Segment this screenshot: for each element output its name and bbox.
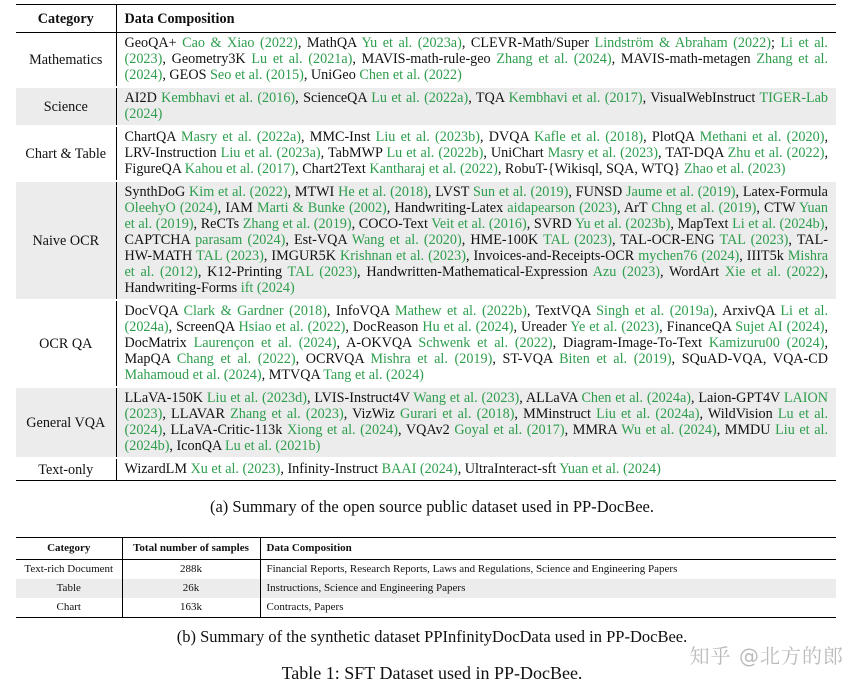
dataset-name: , MAVIS-math-metagen — [611, 51, 757, 67]
citation-link[interactable]: Lu et al. (2022a) — [371, 90, 469, 106]
table-header-row — [16, 5, 836, 33]
dataset-name: , ArT — [617, 200, 652, 216]
dataset-name: , WildVision — [699, 406, 778, 422]
row-total: 288k — [122, 560, 260, 580]
citation-link[interactable]: Zhang et al. (2024) — [496, 51, 612, 67]
citation-link[interactable]: Liu et al. (2024b) — [124, 422, 828, 454]
row-category: Science — [16, 87, 116, 126]
citation-link[interactable]: Zhu et al. (2022) — [727, 145, 825, 161]
citation-link[interactable]: Schwenk et al. (2022) — [418, 335, 553, 351]
dataset-name: AI2D — [124, 90, 162, 106]
row-category: Text-rich Document — [16, 560, 122, 580]
dataset-name: , UltraInteract-sft — [457, 461, 560, 477]
citation-link[interactable]: TIGER-Lab (2024) — [124, 90, 829, 122]
dataset-name: , FinanceQA — [659, 319, 736, 335]
dataset-name: , SVRD — [526, 216, 575, 232]
dataset-name: WizardLM — [124, 461, 191, 477]
dataset-name: , LVIS-Instruct4V — [306, 390, 414, 406]
dataset-name: , ScienceQA — [295, 90, 372, 106]
citation-link[interactable]: Methani et al. (2020) — [699, 129, 825, 145]
dataset-name: , Infinity-Instruct — [280, 461, 382, 477]
citation-link[interactable]: Clark & Gardner (2018) — [183, 303, 327, 319]
citation-link[interactable]: Li et al. (2024a) — [124, 303, 828, 335]
dataset-name: , VizWiz — [343, 406, 401, 422]
dataset-name: , CAPTCHA — [124, 216, 828, 248]
dataset-name: , Latex-Formula — [735, 184, 828, 200]
dataset-name: , DocReason — [345, 319, 423, 335]
dataset-name: , IconQA — [169, 438, 225, 454]
dataset-name: , TextVQA — [526, 303, 597, 319]
dataset-name: , Handwriting-Latex — [386, 200, 508, 216]
citation-link[interactable]: Tang et al. (2024) — [323, 367, 424, 383]
table-row — [16, 579, 836, 598]
dataset-name: , DVQA — [479, 129, 535, 145]
dataset-name: , IIIT5k — [739, 248, 788, 264]
table-row — [16, 458, 836, 481]
citation-link[interactable]: Zhang et al. (2023) — [230, 406, 344, 422]
dataset-name: , FUNSD — [568, 184, 627, 200]
citation-link[interactable]: Xu et al. (2023) — [190, 461, 281, 477]
row-composition — [116, 33, 836, 88]
dataset-name: , OCRVQA — [295, 351, 371, 367]
watermark: 知乎 @北方的郎 — [689, 644, 844, 668]
citation-link[interactable]: Chang et al. (2022) — [176, 351, 296, 367]
citation-link[interactable]: Lu et al. (2021b) — [224, 438, 321, 454]
citation-link[interactable]: Hu et al. (2024) — [422, 319, 514, 335]
caption-b: (b) Summary of the synthetic dataset PPInfinityDocData used in PP-DocBee. — [176, 627, 688, 646]
dataset-name: , GEOS — [162, 67, 211, 83]
citation-link[interactable]: Liu et al. (2023a) — [220, 145, 321, 161]
dataset-name: , ScreenQA — [168, 319, 239, 335]
table-row — [16, 87, 836, 126]
citation-link[interactable]: Ye et al. (2023) — [570, 319, 660, 335]
dataset-name: , ALLaVA — [519, 390, 582, 406]
dataset-name: , Ureader — [513, 319, 571, 335]
synthetic-dataset-table — [16, 537, 836, 618]
dataset-name: , VisualWebInstruct — [642, 90, 760, 106]
citation-link[interactable]: Liu et al. (2024a) — [596, 406, 700, 422]
dataset-name: , K12-Printing — [197, 264, 288, 280]
citation-link[interactable]: Veit et al. (2016) — [431, 216, 527, 232]
dataset-name: , VQAv2 — [397, 422, 455, 438]
dataset-name: , Invoices-and-Receipts-OCR — [465, 248, 639, 264]
citation-link[interactable]: Kamizuru00 (2024) — [708, 335, 825, 351]
header-data-composition: Data Composition — [260, 538, 836, 560]
citation-link[interactable]: Jaume et al. (2019) — [626, 184, 736, 200]
citation-link[interactable]: Kantharaj et al. (2022) — [369, 161, 498, 177]
table-row — [16, 598, 836, 618]
dataset-name: , TAL-HW-MATH — [124, 232, 829, 264]
citation-link[interactable]: Zhao et al. (2023) — [683, 161, 786, 177]
dataset-name: , TAL-OCR-ENG — [611, 232, 720, 248]
dataset-name: , MTWI — [287, 184, 339, 200]
row-composition — [116, 458, 836, 481]
citation-link[interactable]: Laurençon et al. (2024) — [193, 335, 337, 351]
citation-link[interactable]: Li et al. (2023) — [124, 35, 828, 67]
dataset-name: , Geometry3K — [162, 51, 252, 67]
citation-link[interactable]: Azu (2023) — [592, 264, 660, 280]
citation-link[interactable]: Xie et al. (2022) — [724, 264, 825, 280]
dataset-name: , MathQA — [297, 35, 362, 51]
row-total: 163k — [122, 598, 260, 618]
dataset-name: , RobuT-{Wikisql, SQA, WTQ} — [497, 161, 684, 177]
dataset-name: , Handwriting-Forms — [124, 264, 828, 296]
citation-link[interactable]: Goyal et al. (2017) — [454, 422, 565, 438]
citation-link[interactable]: Chen et al. (2022) — [359, 67, 462, 83]
citation-link[interactable]: Singh et al. (2019a) — [596, 303, 714, 319]
citation-link[interactable]: Xiong et al. (2024) — [286, 422, 398, 438]
dataset-name: , LRV-Instruction — [124, 129, 828, 161]
citation-link[interactable]: Sun et al. (2019) — [472, 184, 569, 200]
citation-link[interactable]: Li et al. (2024b) — [732, 216, 825, 232]
citation-link[interactable]: Krishnan et al. (2023) — [340, 248, 466, 264]
dataset-name: , IAM — [217, 200, 258, 216]
row-category: Chart — [16, 598, 122, 618]
citation-link[interactable]: Lu et al. (2024) — [124, 406, 828, 438]
dataset-name: , Handwritten-Mathematical-Expression — [357, 264, 593, 280]
dataset-name: , ReCTs — [193, 216, 243, 232]
dataset-name: , Chart2Text — [295, 161, 370, 177]
dataset-name: ; — [770, 35, 781, 51]
citation-link[interactable]: BAAI (2024) — [381, 461, 458, 477]
citation-link[interactable]: Kafle et al. (2018) — [534, 129, 644, 145]
dataset-name: , LLaVA-Critic-113k — [162, 422, 287, 438]
dataset-name: , MTVQA — [261, 367, 324, 383]
citation-link[interactable]: He et al. (2018) — [338, 184, 428, 200]
citation-link[interactable]: Zhang et al. (2024) — [124, 51, 829, 83]
citation-link[interactable]: Masry et al. (2022a) — [180, 129, 301, 145]
row-total: 26k — [122, 579, 260, 598]
citation-link[interactable]: parasam (2024) — [195, 232, 286, 248]
citation-link[interactable]: Lindström & Abraham (2022) — [594, 35, 771, 51]
citation-link[interactable]: Mishra et al. (2012) — [124, 248, 829, 280]
row-composition — [116, 387, 836, 458]
dataset-name: , MapQA — [124, 335, 828, 367]
dataset-name: , ST-VQA — [492, 351, 560, 367]
citation-link[interactable]: TAL (2023) — [719, 232, 789, 248]
dataset-name: LLaVA-150K — [124, 390, 207, 406]
citation-link[interactable]: mychen76 (2024) — [638, 248, 740, 264]
citation-link[interactable]: Kembhavi et al. (2016) — [161, 90, 296, 106]
citation-link[interactable]: Liu et al. (2023b) — [375, 129, 480, 145]
citation-link[interactable]: Yu et al. (2023a) — [361, 35, 462, 51]
caption-a: (a) Summary of the open source public dataset used in PP-DocBee. — [209, 497, 654, 516]
table-row — [16, 387, 836, 458]
citation-link[interactable]: Masry et al. (2023) — [547, 145, 658, 161]
dataset-name: , MAVIS-math-rule-geo — [352, 51, 497, 67]
dataset-name: , HME-100K — [461, 232, 544, 248]
row-composition: Financial Reports, Research Reports, Laws and Regulations, Science and Engineering Papers — [266, 563, 678, 575]
citation-link[interactable]: Hsiao et al. (2022) — [238, 319, 346, 335]
citation-link[interactable]: Kahou et al. (2017) — [184, 161, 296, 177]
row-composition — [116, 300, 836, 387]
dataset-name: , MMRA — [564, 422, 622, 438]
row-category: General VQA — [16, 387, 116, 458]
citation-link[interactable]: ift (2024) — [240, 280, 295, 296]
dataset-name: , MMinstruct — [514, 406, 597, 422]
row-category: Chart & Table — [16, 126, 116, 181]
header-category: Category — [16, 5, 116, 33]
header-category: Category — [16, 538, 122, 560]
citation-link[interactable]: Mathew et al. (2022b) — [395, 303, 527, 319]
table-row — [16, 181, 836, 300]
dataset-name: , Diagram-Image-To-Text — [552, 335, 709, 351]
citation-link[interactable]: Liu et al. (2023d) — [206, 390, 307, 406]
row-composition — [116, 181, 836, 300]
dataset-name: GeoQA+ — [124, 35, 183, 51]
dataset-name: , Laion-GPT4V — [690, 390, 784, 406]
citation-link[interactable]: TAL (2023) — [543, 232, 612, 248]
table-row — [16, 33, 836, 88]
citation-link[interactable]: Chen et al. (2024a) — [581, 390, 691, 406]
row-category: Naive OCR — [16, 181, 116, 300]
citation-link[interactable]: Marti & Bunke (2002) — [257, 200, 387, 216]
dataset-name: , LVST — [427, 184, 473, 200]
table-header-row — [16, 538, 836, 560]
dataset-name: , InfoVQA — [326, 303, 395, 319]
row-category: Text-only — [16, 458, 116, 481]
dataset-name: , MMDU — [716, 422, 776, 438]
dataset-name: , ArxivQA — [713, 303, 781, 319]
dataset-name: DocVQA — [124, 303, 184, 319]
dataset-name: SynthDoG — [124, 184, 190, 200]
citation-link[interactable]: Cao & Xiao (2022) — [182, 35, 298, 51]
dataset-name: , TQA — [468, 90, 509, 106]
dataset-name: , DocMatrix — [124, 319, 828, 351]
dataset-name: , CTW — [756, 200, 799, 216]
dataset-name: , COCO-Text — [351, 216, 432, 232]
dataset-name: , PlotQA — [643, 129, 700, 145]
dataset-name: , Est-VQA — [285, 232, 352, 248]
citation-link[interactable]: Wang et al. (2023) — [413, 390, 520, 406]
dataset-name: , SQuAD-VQA, VQA-CD — [671, 351, 828, 367]
citation-link[interactable]: Zhang et al. (2019) — [242, 216, 352, 232]
citation-link[interactable]: Yuan et al. (2019) — [124, 200, 828, 232]
citation-link[interactable]: Kembhavi et al. (2017) — [508, 90, 643, 106]
dataset-name: , LLAVAR — [162, 406, 231, 422]
citation-link[interactable]: Yuan et al. (2024) — [559, 461, 661, 477]
header-total-samples: Total number of samples — [122, 538, 260, 560]
dataset-name: , IMGUR5K — [263, 248, 341, 264]
citation-link[interactable]: aidapearson (2023) — [507, 200, 617, 216]
citation-link[interactable]: LAION (2023) — [124, 390, 829, 422]
dataset-name: , UniChart — [483, 145, 548, 161]
dataset-name: , FigureQA — [124, 145, 828, 177]
citation-link[interactable]: Seo et al. (2015) — [210, 67, 304, 83]
table-row — [16, 300, 836, 387]
table-caption: Table 1: SFT Dataset used in PP-DocBee. — [281, 663, 583, 683]
citation-link[interactable]: Mishra et al. (2019) — [370, 351, 493, 367]
open-source-dataset-table — [16, 4, 836, 481]
dataset-name: , CLEVR-Math/Super — [461, 35, 595, 51]
dataset-name: , UniGeo — [303, 67, 360, 83]
dataset-name: ChartQA — [124, 129, 181, 145]
citation-link[interactable]: Wang et al. (2020) — [351, 232, 462, 248]
row-category: Table — [16, 579, 122, 598]
citation-link[interactable]: TAL (2023) — [196, 248, 264, 264]
dataset-name: , TabMWP — [320, 145, 387, 161]
citation-link[interactable]: Gurari et al. (2018) — [400, 406, 515, 422]
citation-link[interactable]: Lu et al. (2022b) — [386, 145, 484, 161]
citation-link[interactable]: Sujet AI (2024) — [735, 319, 825, 335]
dataset-name: , A-OKVQA — [336, 335, 419, 351]
table-row — [16, 560, 836, 580]
citation-link[interactable]: Kim et al. (2022) — [189, 184, 288, 200]
table-row — [16, 126, 836, 181]
dataset-name: , WordArt — [659, 264, 725, 280]
row-composition — [116, 126, 836, 181]
row-composition — [116, 87, 836, 126]
dataset-name: , TAT-DQA — [657, 145, 728, 161]
header-data-composition: Data Composition — [116, 5, 836, 33]
row-category: OCR QA — [16, 300, 116, 387]
citation-link[interactable]: Chng et al. (2019) — [651, 200, 757, 216]
citation-link[interactable]: Lu et al. (2021a) — [251, 51, 353, 67]
row-composition: Contracts, Papers — [260, 598, 836, 618]
citation-link[interactable]: Mahamoud et al. (2024) — [124, 367, 262, 383]
dataset-name: , MapText — [670, 216, 733, 232]
citation-link[interactable]: Wu et al. (2024) — [621, 422, 717, 438]
citation-link[interactable]: Yu et al. (2023b) — [574, 216, 671, 232]
row-composition: Instructions, Science and Engineering Papers — [260, 579, 836, 598]
citation-link[interactable]: OleehyO (2024) — [124, 200, 218, 216]
citation-link[interactable]: Biten et al. (2019) — [559, 351, 672, 367]
dataset-name: , MMC-Inst — [301, 129, 376, 145]
citation-link[interactable]: TAL (2023) — [287, 264, 358, 280]
row-category: Mathematics — [16, 33, 116, 88]
